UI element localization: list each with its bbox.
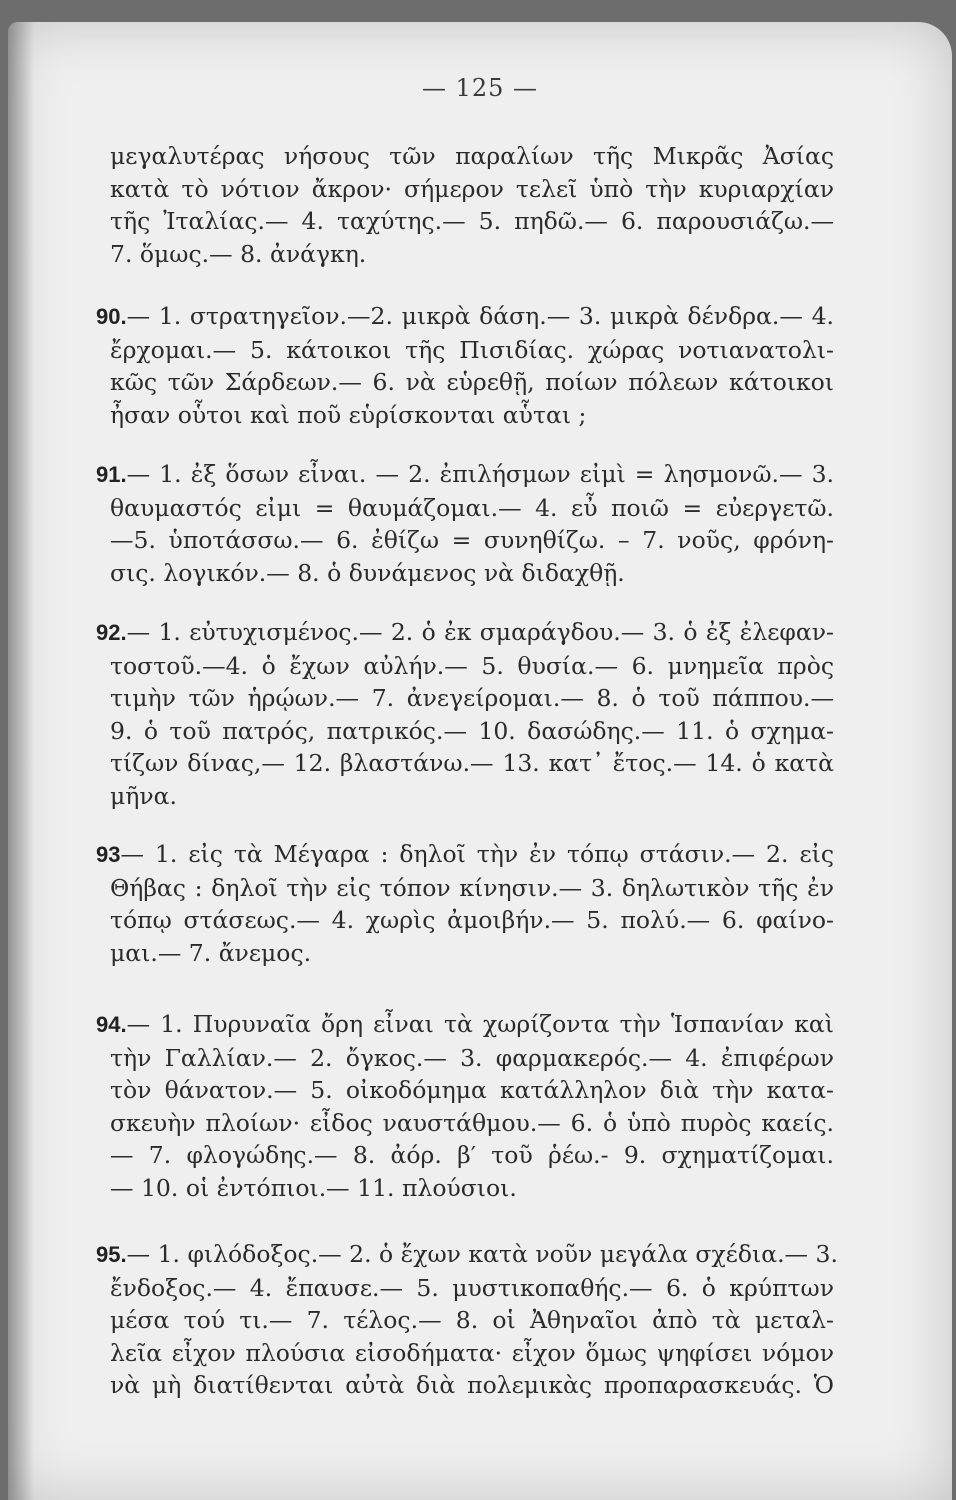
paragraph-continuation	[110, 140, 834, 270]
paragraph-92	[96, 616, 834, 812]
text-line: ἦσαν οὗτοι καὶ ποῦ εὑρίσκονται αὗται ;	[110, 400, 587, 429]
text-line: τίζων δίνας,— 12. βλαστάνω.— 13. κατ᾿ ἔτος.— 14. ὁ κατὰ	[110, 749, 834, 777]
text-line: ἔνδοξος.— 4. ἔπαυσε.— 5. μυστικοπαθής.— 6. ὁ κρύπτων	[110, 1273, 834, 1302]
text-line: —5. ὑποτάσσω.— 6. ἐθίζω = συνηθίζω. – 7. νοῦς, φρόνη-	[110, 526, 834, 554]
page-number: — 125 —	[421, 74, 539, 102]
paragraph-90	[96, 300, 834, 431]
text-line: Θήβας : δηλοῖ τὴν εἰς τόπον κίνησιν.— 3. δηλωτικὸν τῆς ἐν	[110, 873, 834, 902]
entry-number: 93	[96, 842, 121, 867]
text-line: 7. ὅμως.— 8. ἀνάγκη.	[110, 239, 367, 268]
paragraph-91	[96, 458, 834, 589]
text-line: τόπῳ στάσεως.— 4. χωρὶς ἀμοιβήν.— 5. πολύ.— 6. φαίνο-	[110, 906, 834, 934]
text-line: — 1. εὐτυχισμένος.— 2. ὁ ἐκ σμαράγδου.— 3. ὁ ἐξ ἐλεφαν-	[126, 618, 834, 646]
entry-number: 95.	[96, 1242, 127, 1267]
text-line: ἔρχομαι.— 5. κάτοικοι τῆς Πισιδίας. χώρας νοτιανατολι-	[110, 335, 834, 364]
text-line: τὸν θάνατον.— 5. οἰκοδόμημα κατάλληλον διὰ τὴν κατα-	[110, 1076, 834, 1104]
text-line: τῆς Ἰταλίας.— 4. ταχύτης.— 5. πηδῶ.— 6. παρουσιάζω.—	[110, 207, 834, 235]
text-line: τὴν Γαλλίαν.— 2. ὄγκος.— 3. φαρμακερός.— 4. ἐπιφέρων	[110, 1043, 834, 1072]
text-line: 9. ὁ τοῦ πατρός, πατρικός.— 10. δασώδης.— 11. ὁ σχημα-	[110, 716, 834, 745]
text-line: — 1. στρατηγεῖον.—2. μικρὰ δάση.— 3. μικρὰ δένδρα.— 4.	[126, 302, 834, 330]
text-line: τιμὴν τῶν ἡρῴων.— 7. ἀνεγείρομαι.— 8. ὁ τοῦ πάππου.—	[110, 684, 834, 712]
paragraph-95	[96, 1238, 838, 1402]
page-gutter-shadow	[8, 22, 34, 1500]
entry-number: 92.	[96, 620, 127, 645]
entry-number: 94.	[96, 1012, 127, 1037]
text-line: κῶς τῶν Σάρδεων.— 6. νὰ εὑρεθῇ, ποίων πόλεων κάτοικοι	[110, 368, 834, 396]
book-page	[8, 22, 952, 1500]
text-line: μαι.— 7. ἄνεμος.	[110, 938, 312, 967]
text-line: σκευὴν πλοίων· εἶδος ναυστάθμου.— 6. ὁ ὑπὸ πυρὸς καείς.	[110, 1108, 834, 1137]
entry-number: 91.	[96, 462, 127, 487]
entry-number: 90.	[96, 304, 127, 329]
text-line: λεῖα εἶχον πλούσια εἰσοδήματα· εἶχον ὅμως ψηφίσει νόμον	[110, 1338, 834, 1367]
paragraph-93	[96, 838, 834, 969]
text-line: νὰ μὴ διατίθενται αὐτὰ διὰ πολεμικὰς προπαρασκευάς. Ὁ	[110, 1371, 834, 1399]
text-line: — 1. εἰς τὰ Μέγαρα : δηλοῖ τὴν ἐν τόπῳ στάσιν.— 2. εἰς	[120, 840, 834, 868]
text-line: μῆνα.	[110, 781, 177, 810]
text-line: — 1. ἐξ ὅσων εἶναι. — 2. ἐπιλήσμων εἰμὶ = λησμονῶ.— 3.	[126, 460, 834, 488]
text-line: θαυμαστός εἰμι = θαυμάζομαι.— 4. εὖ ποιῶ = εὐεργετῶ.	[110, 493, 834, 522]
text-line: μεγαλυτέρας νήσους τῶν παραλίων τῆς Μικρᾶς Ἀσίας	[110, 142, 834, 170]
text-line: — 1. φιλόδοξος.— 2. ὁ ἔχων κατὰ νοῦν μεγάλα σχέδια.— 3.	[126, 1240, 838, 1268]
text-line: μέσα τού τι.— 7. τέλος.— 8. οἱ Ἀθηναῖοι ἀπὸ τὰ μεταλ-	[110, 1306, 834, 1334]
text-line: κατὰ τὸ νότιον ἄκρον· σήμερον τελεῖ ὑπὸ τὴν κυριαρχίαν	[110, 174, 834, 203]
text-line: — 10. οἱ ἐντόπιοι.— 11. πλούσιοι.	[110, 1173, 517, 1202]
text-line: — 7. φλογώδης.— 8. ἀόρ. β′ τοῦ ῥέω.- 9. σχηματίζομαι.	[110, 1141, 834, 1169]
paragraph-94	[96, 1008, 834, 1204]
text-line: τοστοῦ.—4. ὁ ἔχων αὐλήν.— 5. θυσία.— 6. μνημεῖα πρὸς	[110, 651, 834, 680]
text-line: — 1. Πυρυναῖα ὄρη εἶναι τὰ χωρίζοντα τὴν Ἱσπανίαν καὶ	[126, 1010, 834, 1038]
text-line: σις. λογικόν.— 8. ὁ δυνάμενος νὰ διδαχθῇ.	[110, 558, 625, 587]
